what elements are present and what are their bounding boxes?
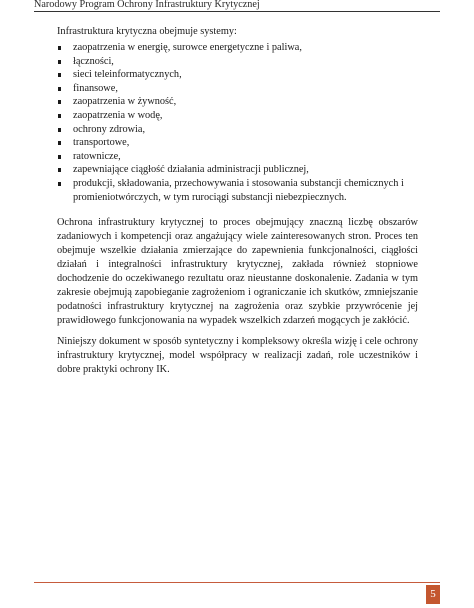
footer-divider [34,582,440,583]
list-item: łączności, [57,55,418,69]
list-item: zaopatrzenia w żywność, [57,95,418,109]
page-body [57,25,418,377]
page-footer [0,580,474,608]
running-header-title: Narodowy Program Ochrony Infrastruktury Krytycznej [34,0,260,10]
list-item: finansowe, [57,82,418,96]
list-intro: Infrastruktura krytyczna obejmuje systemy: [57,26,237,37]
list-item: zaopatrzenia w wodę, [57,109,418,123]
body-paragraph-protection-process: Ochrona infrastruktury krytycznej to proces obejmujący znaczną liczbę obszarów zadaniowych i kompetencji oraz angażujący wiele zainteresowanych stron. Proces ten obejmuje wszelkie działania zmierzające do zapewnienia funkcjonalności, ciągłości działań i integralności infrastruktury krytycznej, zakłada również stopniowe dochodzenie do oczekiwanego rezultatu oraz nieustanne doskonalenie. Zadania w tym zakresie obejmują zapobieganie zagrożeniom i ograniczanie ich skutków, zmniejszanie podatności infrastruktury krytycznej na zagrożenia oraz szybkie przywrócenie jej prawidłowego funkcjonowania na wypadek wszelkich zdarzeń mogących je zakłócić. [57,217,418,327]
list-item: ochrony zdrowia, [57,123,418,137]
list-item: zaopatrzenia w energię, surowce energetyczne i paliwa, [57,41,418,55]
systems-list [57,41,418,204]
list-item: produkcji, składowania, przechowywania i stosowania substancji chemicznych i promieniotwórczych, w tym rurociągi substancji niebezpiecznych. [57,177,418,204]
page-number: 5 [426,585,440,604]
header-divider [34,11,440,12]
list-item: transportowe, [57,136,418,150]
body-paragraph-document-scope: Niniejszy dokument w sposób syntetyczny i kompleksowy określa wizję i cele ochrony infrastruktury krytycznej, model współpracy w realizacji zadań, role uczestników i dobre praktyki ochrony IK. [57,336,418,376]
list-item: zapewniające ciągłość działania administracji publicznej, [57,163,418,177]
list-item: ratownicze, [57,150,418,164]
page-header [0,0,474,12]
list-item: sieci teleinformatycznych, [57,68,418,82]
